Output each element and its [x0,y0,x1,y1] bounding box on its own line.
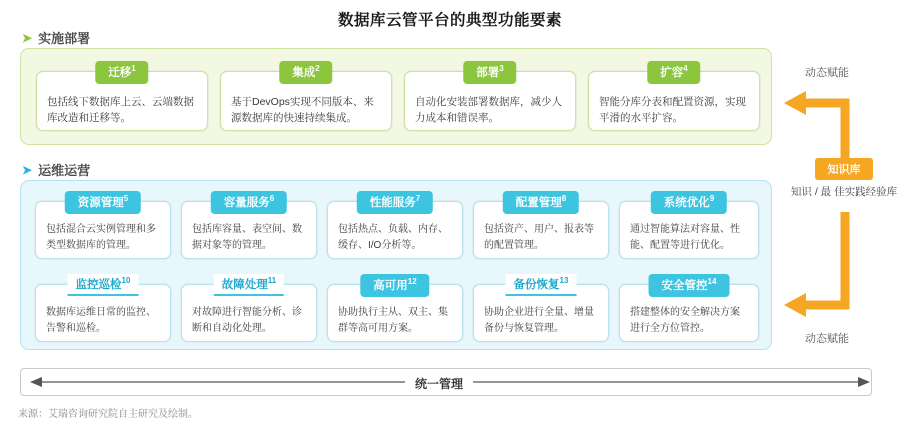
card-chip-resource-mgmt: 资源管理$^5$ [65,191,141,214]
section-header-deploy [22,28,90,47]
card-chip-config-mgmt: 配置管理$^8$ [503,191,579,214]
arrow-marker-icon: ➤ [22,162,33,177]
card-desc-integration: 基于DevOps实现不同版本、来源数据库的快速持续集成。 [231,96,374,125]
card-desc-security-control: 搭建整体的安全解决方案进行全方位管控。 [630,307,740,334]
section-header-ops [22,160,90,179]
card-scaling[interactable] [588,64,760,131]
card-chip-integration: 集成$^2$ [279,61,332,84]
card-config-mgmt[interactable] [473,194,609,259]
card-chip-monitoring-inspection: 监控巡检$^{10}$ [68,274,139,296]
card-chip-deployment: 部署$^3$ [463,61,516,84]
card-chip-security-control: 安全管控$^{14}$ [649,274,730,297]
card-chip-backup-recovery: 备份恢复$^{13}$ [506,274,577,296]
arrow-marker-icon: ➤ [22,30,33,45]
card-chip-system-optimization: 系统优化$^9$ [651,191,727,214]
card-chip-high-availability: 高可用$^{12}$ [360,274,429,297]
card-fault-handling[interactable] [181,276,317,342]
card-desc-monitoring-inspection: 数据库运维日常的监控、告警和巡检。 [46,307,156,334]
knowledge-base-title: 知识库 [815,158,873,180]
card-desc-performance-service: 包括热点、负载、内存、缓存、I/O分析等。 [338,224,448,251]
card-chip-scaling: 扩容$^4$ [647,61,700,84]
card-backup-recovery[interactable] [473,276,609,342]
card-system-optimization[interactable] [619,194,759,259]
page-title: 数据库云管平台的典型功能要素 [337,12,562,29]
knowledge-base-subtitle: 知识 / 最 佳实践经验库 [790,186,898,198]
card-desc-fault-handling: 对故障进行智能分析、诊断和自动化处理。 [192,307,302,334]
card-chip-fault-handling: 故障处理$^{11}$ [214,274,284,296]
ops-panel [20,180,772,350]
card-security-control[interactable] [619,277,759,342]
source-note: 来源：艾瑞咨询研究院自主研究及绘制。 [18,409,198,420]
card-desc-capacity-service: 包括库容量、表空间、数据对象等的管理。 [192,224,302,251]
knowledge-base-box[interactable] [790,158,898,200]
card-desc-migration: 包括线下数据库上云、云端数据库改造和迁移等。 [47,96,194,125]
card-desc-high-availability: 协助执行主从、双主、集群等高可用方案。 [338,307,448,334]
card-desc-resource-mgmt: 包括混合云实例管理和多类型数据库的管理。 [46,224,156,251]
card-chip-migration: 迁移$^1$ [95,61,148,84]
card-integration[interactable] [220,64,392,131]
unified-management-label: 统一管理 [405,375,473,392]
card-desc-system-optimization: 通过智能算法对容量、性能、配置等进行优化。 [630,224,740,251]
card-migration[interactable] [36,64,208,131]
dynamic-enable-label-top: 动态赋能 [805,67,849,79]
card-monitoring-inspection[interactable] [35,276,171,342]
card-performance-service[interactable] [327,194,463,259]
dynamic-enable-label-bottom: 动态赋能 [805,333,849,345]
card-desc-scaling: 智能分库分表和配置资源，实现平滑的水平扩容。 [599,96,746,125]
card-desc-deployment: 自动化安装部署数据库，减少人力成本和错误率。 [415,96,562,125]
card-resource-mgmt[interactable] [35,194,171,259]
deploy-panel [20,48,772,145]
card-desc-config-mgmt: 包括资产、用户、报表等的配置管理。 [484,224,594,251]
card-chip-capacity-service: 容量服务$^6$ [211,191,287,214]
card-chip-performance-service: 性能服务$^7$ [357,191,433,214]
card-capacity-service[interactable] [181,194,317,259]
card-deployment[interactable] [404,64,576,131]
card-desc-backup-recovery: 协助企业进行全量、增量备份与恢复管理。 [484,307,594,334]
section-label-deploy: 实施部署 [38,31,91,46]
card-high-availability[interactable] [327,277,463,342]
section-label-ops: 运维运营 [38,163,91,178]
